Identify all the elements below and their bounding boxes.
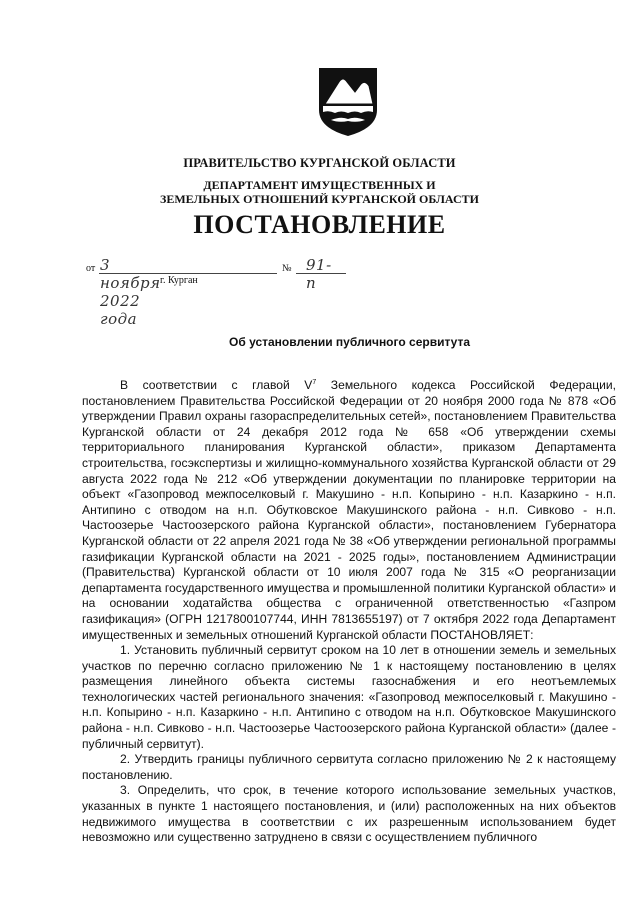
department-name-line1: ДЕПАРТАМЕНТ ИМУЩЕСТВЕННЫХ И	[203, 178, 436, 192]
date-from-label: от	[86, 263, 96, 274]
government-name: ПРАВИТЕЛЬСТВО КУРГАНСКОЙ ОБЛАСТИ	[183, 156, 456, 170]
chapter-superscript: 7	[312, 378, 317, 386]
body-paragraph: 3. Определить, что срок, в течение которого использование земельных участков, указанных в пункте 1 настоящего постановления, и (или) расположенных на них объектов недвижимого имущества в соответствии с их разрешенным использованием будет невозможно или существенно затруднено в связи с осуществлением публичного	[82, 783, 616, 845]
document-title: Об установлении публичного сервитута	[228, 335, 470, 349]
department-name	[0, 178, 639, 206]
body-paragraph-text: В соответствии с главой V	[120, 378, 313, 392]
handwritten-number: 91-п	[306, 256, 332, 292]
body-paragraph: 2. Утвердить границы публичного сервитута согласно приложению № 2 к настоящему постановлению.	[82, 752, 616, 782]
coat-of-arms-icon	[317, 66, 379, 138]
document-body	[82, 378, 616, 846]
handwritten-date: 3 ноября 2022 года	[100, 256, 161, 328]
document-type-heading: ПОСТАНОВЛЕНИЕ	[193, 210, 446, 239]
body-paragraph: 1. Установить публичный сервитут сроком на 10 лет в отношении земель и земельных участков по перечню согласно приложению № 1 к настоящему постановлению в целях размещения линейного объекта системы газоснабжения и его неотъемлемых технологических частей регионального значения: «Газопровод межпоселковый г. Макушино - н.п. Копырино - н.п. Казаркино - н.п. Антипино с отводом на н.п. Обутковское Макушинского района - н.п. Сивково - н.п. Частоозерье Частоозерского района Курганской области» (далее - публичный сервитут).	[82, 643, 616, 751]
number-label: №	[282, 263, 292, 274]
city: г. Курган	[160, 275, 198, 286]
body-paragraph	[82, 378, 616, 643]
department-name-line2: ЗЕМЕЛЬНЫХ ОТНОШЕНИЙ КУРГАНСКОЙ ОБЛАСТИ	[159, 192, 479, 206]
body-paragraph-text: Земельного кодекса Российской Федерации, постановлением Правительства Российской Федерации от 20 ноября 2000 года № 878 «Об утверждении Правил охраны газораспределительных сетей», постановлением Правительства Курганской области от 24 декабря 2012 года № 658 «Об утверждении схемы территориального планирования Курганской области», приказом Департамента строительства, госэкспертизы и жилищно-коммунального хозяйства Курганской области от 29 августа 2022 года № 212 «Об утверждении документации по планировке территории на объект «Газопровод межпоселковый г. Макушино - н.п. Копырино - н.п. Казаркино - н.п. Антипино с отводом на н.п. Обутковское Макушинского района - н.п. Сивково - н.п. Частоозерье Частоозерского района Курганской области», постановлением Губернатора Курганской области от 22 апреля 2021 года № 38 «Об утверждении региональной программы газификации Курганской области на 2021 - 2025 годы», постановлением Администрации (Правительства) Курганской области от 10 июля 2007 года № 315 «О реорганизации департамента государственного имущества и промышленной политики Курганской области» и на основании ходатайства общества с ограниченной ответственностью «Газпром газификация» (ОГРН 1217800107744, ИНН 7813655197) от 7 октября 2022 года Департамент имущественных и земельных отношений Курганской области ПОСТАНОВЛЯЕТ:	[82, 378, 617, 642]
